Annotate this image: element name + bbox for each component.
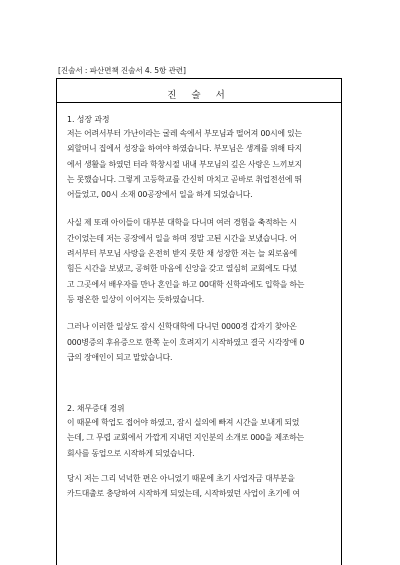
paragraph — [67, 471, 335, 502]
text-line: 에서 생활을 하였던 터라 학창시절 내내 부모님의 깊은 사랑은 느끼보지 — [67, 159, 303, 169]
text-line: 그러나 이러한 일상도 잠시 신학대학에 다니던 0000경 갑자기 찾아온 — [67, 322, 297, 332]
text-line: 당시 저는 그리 넉넉한 편은 아니었기 때문에 초기 사업자금 대부분을 — [67, 474, 295, 484]
section-heading: 1. 성장 과정 — [67, 115, 110, 124]
text-line: 000병증의 후유증으로 한쪽 눈이 흐려지기 시작하였고 결국 시각장애 0 — [67, 337, 305, 347]
text-line: 힘든 시간을 보냈고, 공허한 마음에 신앙을 갖고 열심히 교회에도 다녔 — [67, 264, 297, 274]
document-title: 진 술 서 — [167, 90, 231, 101]
text-line: 외할머니 집에서 성장을 하여야 하였습니다. 부모님은 생계를 위해 타지 — [67, 144, 303, 154]
header-note: [진술서 : 파산면책 진술서 4. 5항 관련] — [58, 66, 186, 75]
text-line: 등 평온한 일상이 이어지는 듯하였습니다. — [67, 294, 205, 304]
text-line: 저는 어려서부터 가난이라는 굴레 속에서 부모님과 떨어져 00시에 있는 — [67, 129, 302, 138]
text-line: 카드대출로 충당하여 시작하게 되었는데, 시작하였던 사업이 초기에 여 — [67, 489, 300, 499]
text-line: 어들었고, 00시 소재 00공장에서 일을 하게 되었습니다. — [67, 190, 253, 200]
text-line: 급의 장애인이 되고 말았습니다. — [67, 352, 173, 362]
statement-box — [56, 78, 342, 565]
text-line: 는 못했습니다. 그렇게 고등학교를 간신히 마치고 곧바로 취업전선에 뛰 — [67, 174, 303, 184]
text-line: 간이었는데 저는 공장에서 일을 하며 정말 고된 시간을 보냈습니다. 어 — [67, 233, 297, 243]
statement-body — [67, 113, 335, 502]
text-line: 고 그곳에서 배우자를 만나 혼인을 하고 00대학 신학과에도 입학을 하는 — [67, 279, 305, 289]
paragraph — [67, 415, 335, 461]
paragraph — [67, 319, 335, 365]
title-divider — [57, 102, 341, 103]
section-heading: 2. 채무증대 경위 — [67, 404, 125, 414]
text-line: 사실 제 또래 아이들이 대부분 대학을 다니며 여러 경험을 축적하는 시 — [67, 218, 297, 228]
paragraph — [67, 215, 335, 307]
text-line: 회사를 동업으로 시작하게 되었습니다. — [67, 448, 195, 458]
text-line: 이 때문에 학업도 접어야 하였고, 잠시 실의에 빠져 시간을 보내게 되었 — [67, 418, 300, 428]
paragraph — [67, 126, 335, 202]
text-line: 려서부터 부모님 사랑을 온전히 받지 못한 채 성장한 저는 늘 외로움에 — [67, 249, 297, 259]
text-line: 는데, 그 무렵 교회에서 가깝게 지내던 지인분의 소개로 000을 제조하는 — [67, 433, 305, 443]
